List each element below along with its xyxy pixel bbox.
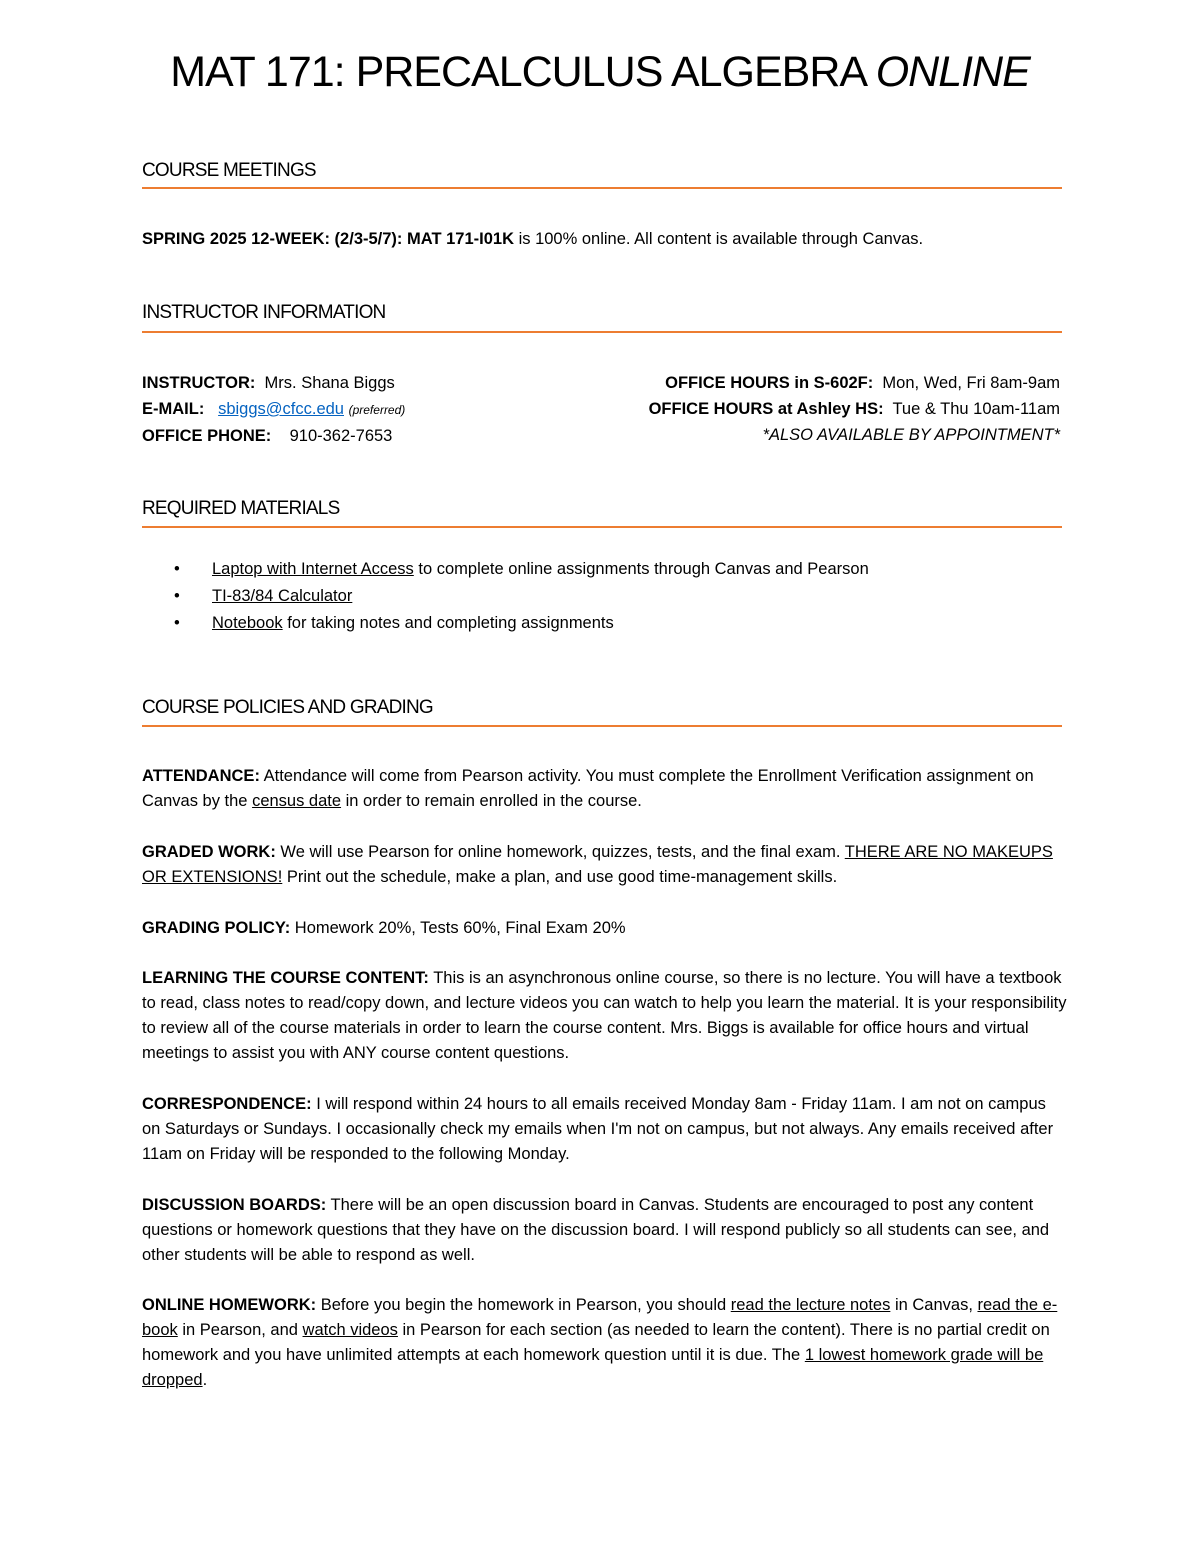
- instructor-contact: [142, 370, 405, 449]
- correspondence-label: CORRESPONDENCE:: [142, 1095, 312, 1113]
- heading-instructor-information: INSTRUCTOR INFORMATION: [142, 302, 386, 323]
- hours1-label: OFFICE HOURS in S-602F:: [665, 374, 874, 392]
- divider: [142, 526, 1062, 528]
- read-ebook: read the e-book: [142, 1296, 1058, 1339]
- learning-content-label: LEARNING THE COURSE CONTENT:: [142, 969, 429, 987]
- divider: [142, 331, 1062, 333]
- attendance-text: Attendance will come from Pearson activity. You must complete the Enrollment Verification assignment on Canvas by the: [142, 767, 1034, 810]
- hours1-value: Mon, Wed, Fri 8am-9am: [882, 374, 1060, 392]
- homework-text-4: in Pearson for each section (as needed to learn the content). There is no partial credit on homework and you have unlimited attempts at each homework question until it is due. The: [142, 1321, 1050, 1364]
- instructor-name: Mrs. Shana Biggs: [264, 374, 395, 392]
- phone-row: [142, 423, 405, 449]
- phone-value: 910-362-7653: [289, 427, 393, 445]
- discussion-boards-paragraph: [142, 1193, 1067, 1268]
- graded-work-paragraph: [142, 840, 1067, 890]
- discussion-boards-text: There will be an open discussion board in Canvas. Students are encouraged to post any content questions or homework questions that they have on the discussion board. I will respond publicly so all students can see, and other students will be able to respond as well.: [142, 1196, 1050, 1264]
- graded-work-text: We will use Pearson for online homework, quizzes, tests, and the final exam.: [275, 843, 845, 861]
- heading-course-meetings: COURSE MEETINGS: [142, 160, 316, 181]
- grading-policy-paragraph: [142, 916, 1067, 941]
- learning-content-text: This is an asynchronous online course, so there is no lecture. You will have a textbook to read, class notes to read/copy down, and lecture videos you can watch to help you learn the material. It is your responsibility to review all of the course materials in order to learn the course content. Mrs. Biggs is available for office hours and virtual meetings to assist you with ANY course content questions.: [142, 969, 1067, 1062]
- bullet-icon: •: [174, 614, 180, 632]
- divider: [142, 725, 1062, 727]
- homework-text-3: in Pearson, and: [177, 1321, 303, 1339]
- list-item: [142, 610, 869, 637]
- correspondence-text: I will respond within 24 hours to all emails received Monday 8am - Friday 11am. I am not on campus on Saturdays or Sundays. I occasionally check my emails when I'm not on campus, but not always. Any emails received after 11am on Friday will be responded to the following Monday.: [142, 1095, 1054, 1163]
- section-label: MAT 171-I01K: [407, 230, 514, 248]
- hours2-value: Tue & Thu 10am-11am: [892, 400, 1060, 418]
- online-homework-label: ONLINE HOMEWORK:: [142, 1296, 317, 1314]
- email-row: [142, 396, 405, 423]
- homework-text-2: in Canvas,: [890, 1296, 978, 1314]
- attendance-label: ATTENDANCE:: [142, 767, 260, 785]
- material-item-text: to complete online assignments through Canvas and Pearson: [413, 560, 869, 578]
- email-label: E-MAIL:: [142, 400, 205, 418]
- meetings-text: is 100% online. All content is available through Canvas.: [514, 230, 924, 248]
- instructor-label: INSTRUCTOR:: [142, 374, 256, 392]
- phone-label: OFFICE PHONE:: [142, 427, 272, 445]
- term-label: SPRING 2025 12-WEEK: (2/3-5/7):: [142, 230, 403, 248]
- bullet-icon: •: [174, 587, 180, 605]
- material-item-name: TI-83/84 Calculator: [212, 587, 353, 605]
- census-date: census date: [252, 792, 342, 810]
- material-item-name: Laptop with Internet Access: [212, 560, 414, 578]
- lowest-grade-dropped: 1 lowest homework grade will be dropped: [142, 1346, 1044, 1389]
- homework-text-1: Before you begin the homework in Pearson, you should: [316, 1296, 731, 1314]
- hours-row-1: [649, 370, 1060, 396]
- grading-policy-label: GRADING POLICY:: [142, 919, 291, 937]
- grading-policy-text: Homework 20%, Tests 60%, Final Exam 20%: [290, 919, 626, 937]
- email-link[interactable]: sbiggs@cfcc.edu: [218, 400, 344, 418]
- learning-content-paragraph: [142, 966, 1067, 1066]
- heading-course-policies: COURSE POLICIES AND GRADING: [142, 697, 433, 718]
- graded-work-text-end: Print out the schedule, make a plan, and use good time-management skills.: [282, 868, 838, 886]
- instructor-row: [142, 370, 405, 396]
- appointment-note: *ALSO AVAILABLE BY APPOINTMENT*: [762, 426, 1060, 444]
- attendance-text-end: in order to remain enrolled in the course.: [341, 792, 642, 810]
- title-main: MAT 171: PRECALCULUS ALGEBRA: [170, 48, 865, 96]
- homework-text-5: .: [202, 1371, 208, 1389]
- list-item: [142, 583, 869, 610]
- no-makeups-warning: THERE ARE NO MAKEUPS OR EXTENSIONS!: [142, 843, 1053, 886]
- hours2-label: OFFICE HOURS at Ashley HS:: [648, 400, 884, 418]
- material-item-name: Notebook: [212, 614, 283, 632]
- title-online: ONLINE: [875, 48, 1030, 96]
- email-note: (preferred): [348, 403, 406, 417]
- material-item-text: for taking notes and completing assignments: [282, 614, 614, 632]
- page-title: [0, 48, 1200, 97]
- graded-work-label: GRADED WORK:: [142, 843, 276, 861]
- office-hours: [649, 370, 1060, 448]
- meetings-paragraph: [142, 227, 1067, 252]
- online-homework-paragraph: [142, 1293, 1067, 1393]
- materials-list: [142, 556, 869, 637]
- watch-videos: watch videos: [302, 1321, 398, 1339]
- divider: [142, 187, 1062, 189]
- attendance-paragraph: [142, 764, 1067, 814]
- read-lecture-notes: read the lecture notes: [730, 1296, 891, 1314]
- heading-required-materials: REQUIRED MATERIALS: [142, 498, 340, 519]
- bullet-icon: •: [174, 560, 180, 578]
- correspondence-paragraph: [142, 1092, 1067, 1167]
- hours-row-2: [649, 396, 1060, 422]
- discussion-boards-label: DISCUSSION BOARDS:: [142, 1196, 327, 1214]
- list-item: [142, 556, 869, 583]
